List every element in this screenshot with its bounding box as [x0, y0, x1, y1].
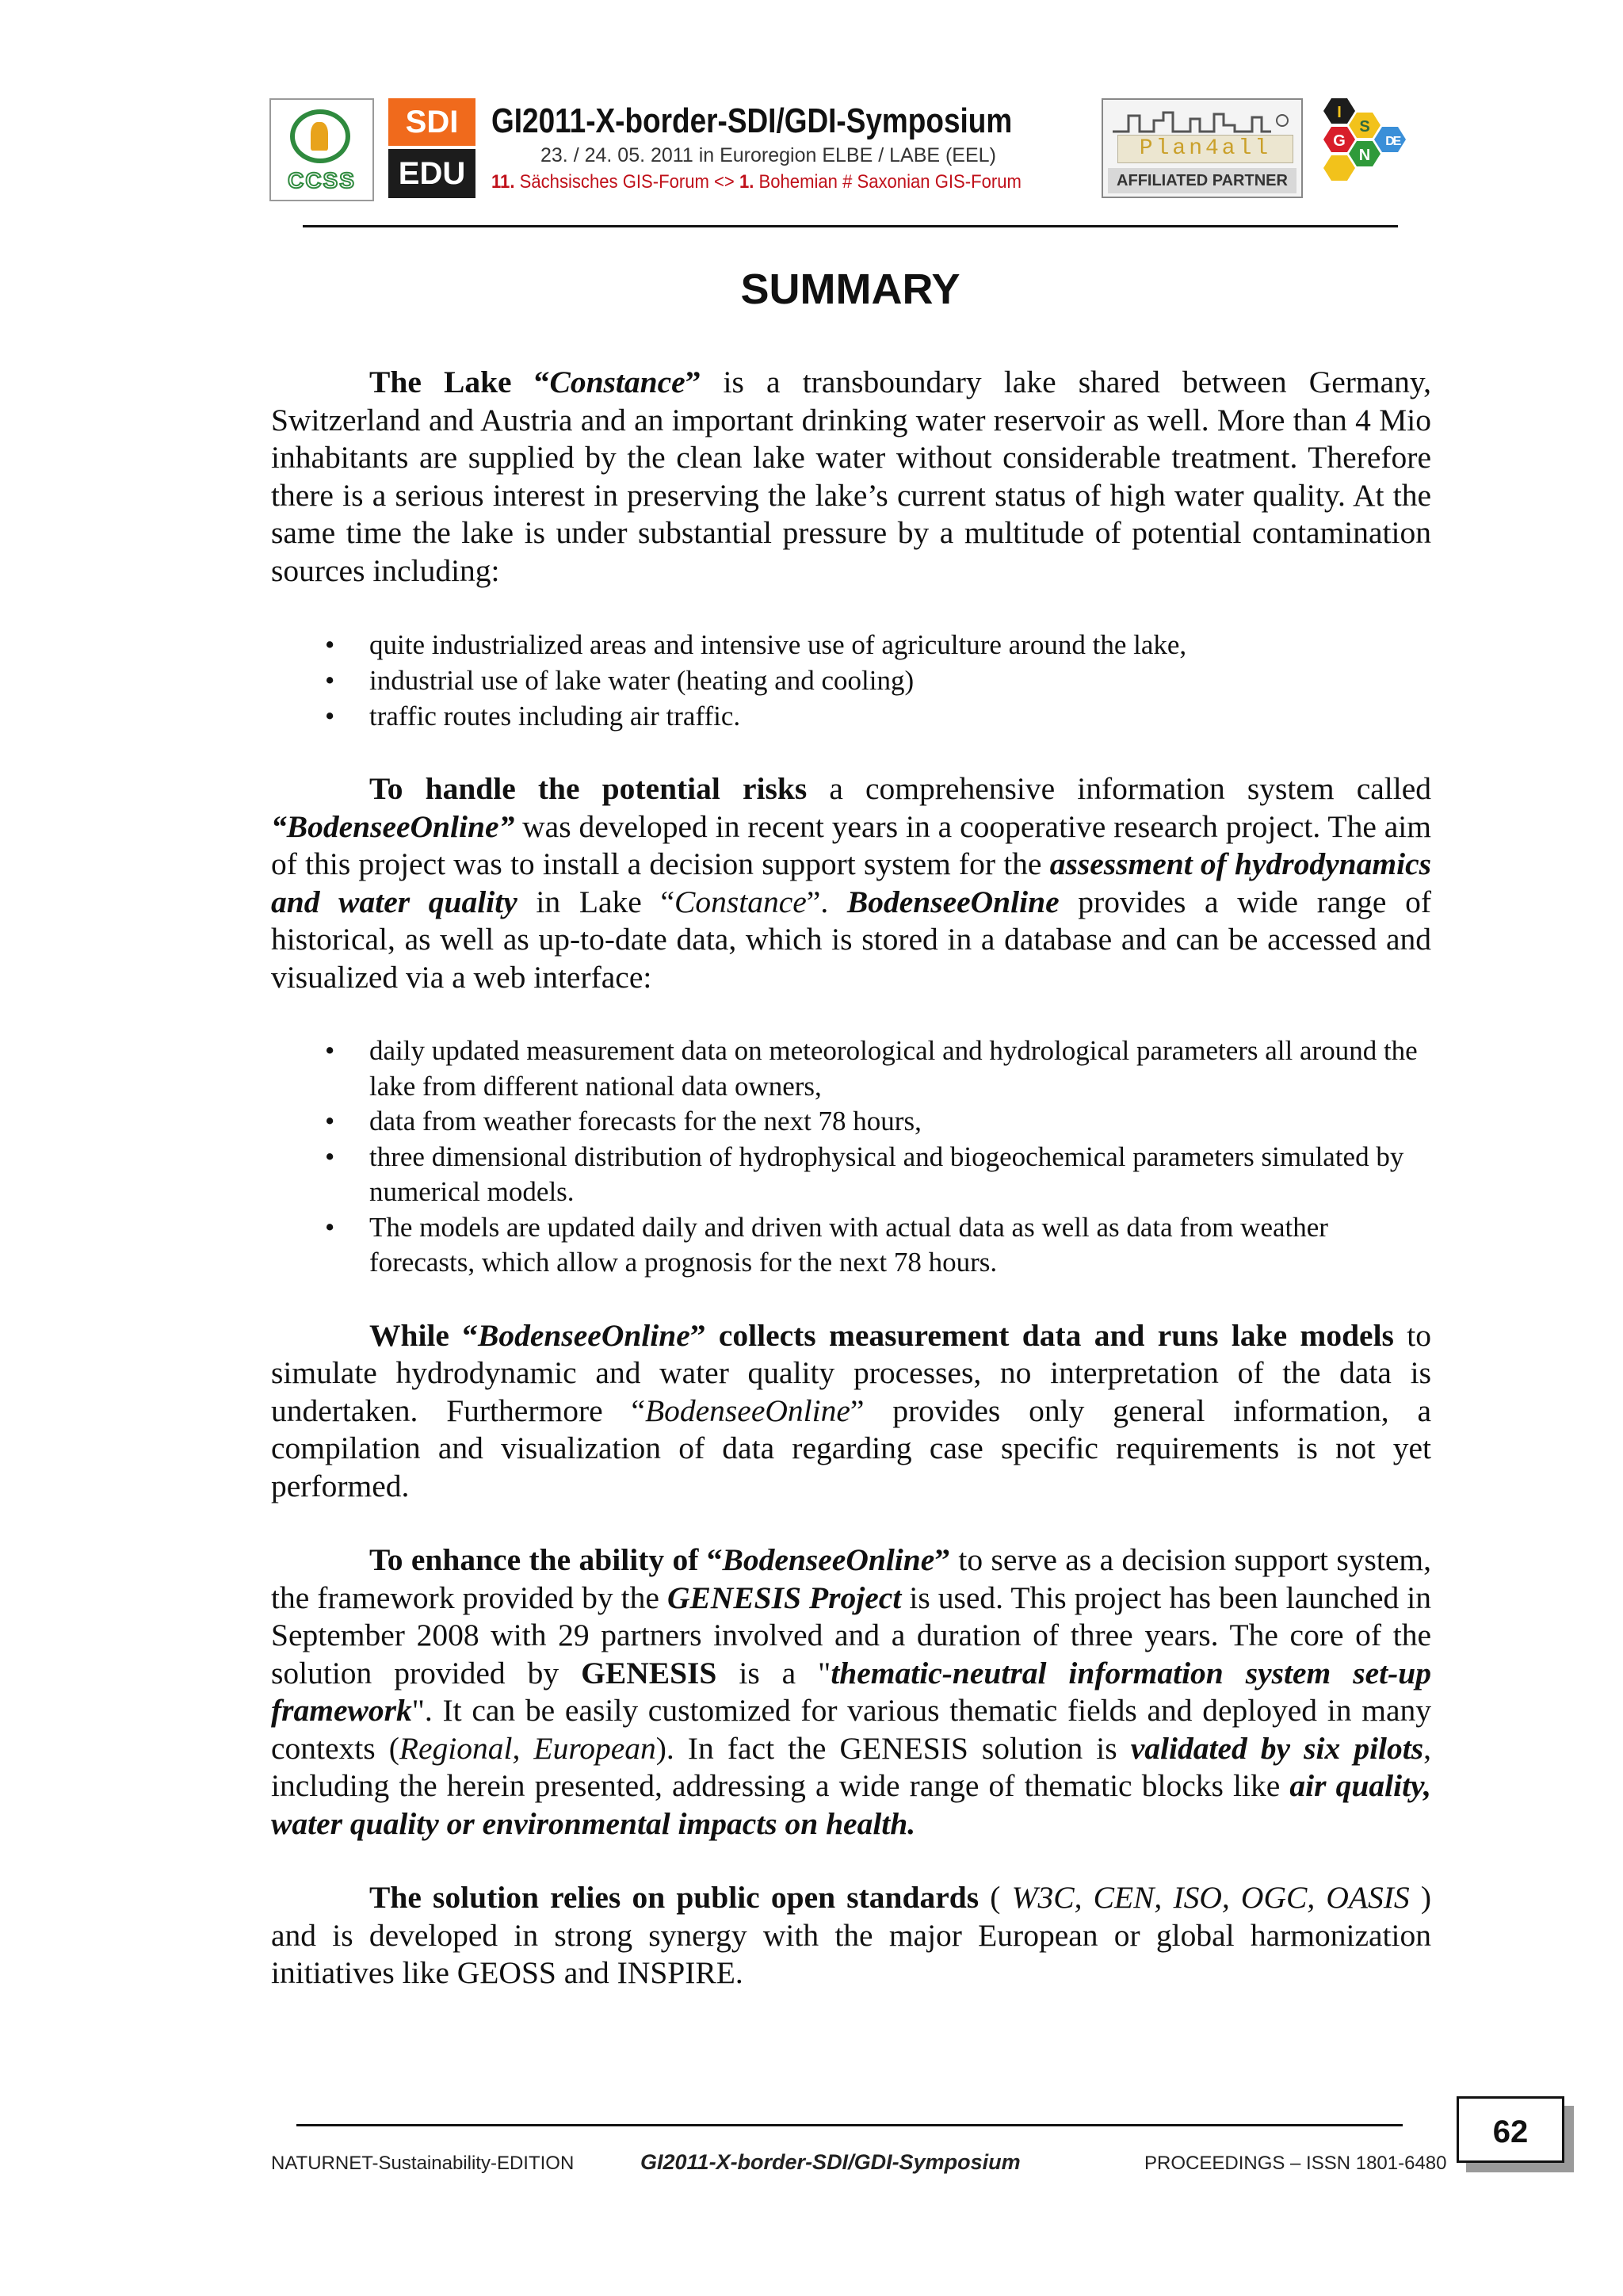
igsdn-letter: D [1385, 135, 1395, 148]
list-item: • traffic routes including air traffic. [271, 698, 1431, 734]
igsdn-logo [1312, 95, 1423, 201]
paragraph-potential-risks: To handle the potential risks a comprehensive information system called “BodenseeOnline” was developed in recent years in a cooperative research project. The aim of this project was to install a decision support system for the assessment of hydrodynamics and water quality in Lake “Constance”. BodenseeOnline provides a wide range of historical, as well as up-to-date data, which is stored in a database and can be accessed and visualized via a web interface: [271, 771, 1432, 995]
list-item: • industrial use of lake water (heating and cooling) [271, 663, 1431, 698]
list-item: • three dimensional distribution of hydrophysical and biogeochemical parameters simulated by numerical models. [271, 1140, 1431, 1210]
symposium-title: GI2011-X-border-SDI/GDI-Symposium [491, 101, 1013, 140]
header-divider [303, 225, 1398, 227]
igsdn-letter: N [1358, 147, 1371, 164]
skyline-icon [1113, 111, 1295, 135]
forum-text-1: Sächsisches GIS-Forum <> [519, 171, 739, 193]
globe-icon [290, 109, 350, 163]
plan4all-logo-text: Plan4all [1117, 135, 1293, 163]
lead-text: The solution relies on public open standards [369, 1880, 980, 1915]
forum-text-2: Bohemian # Saxonian GIS-Forum [758, 171, 1022, 193]
edu-logo-text: EDU [388, 149, 475, 198]
paragraph-lake-constance [271, 364, 1431, 590]
paragraph-text: is a transboundary lake shared between Germany, Switzerland and Austria and an important drinking water reservoir as well. More than 4 Mio inhabitants are supplied by the clean lake water without considerable treatment. Therefore there is a serious interest in preserving the lake’s current status of high water quality. At the same time the lake is under substantial pressure by a multitude of potential contamination sources including: [271, 365, 1431, 588]
list-item: • daily updated measurement data on meteorological and hydrological parameters all around the lake from different national data owners, [271, 1033, 1431, 1104]
paragraph-open-standards: The solution relies on public open standards ( W3C, CEN, ISO, OGC, OASIS ) and is developed in strong synergy with the major European or global harmonization initiatives like GEOSS and INSPIRE. [271, 1880, 1432, 1990]
page-number: 62 [1457, 2096, 1564, 2163]
paragraph-genesis: To enhance the ability of “BodenseeOnline” to serve as a decision support system, the framework provided by the GENESIS Project is used. This project has been launched in September 2008 with 29 partners involved and a duration of three years. The core of the solution provided by GENESIS is a "thematic-neutral information system set-up framework". It can be easily customized for various thematic fields and deployed in many contexts (Regional, European). In fact the GENESIS solution is validated by six pilots, including the herein presented, addressing a wide range of thematic blocks like air quality, water quality or environmental impacts on health. [271, 1542, 1432, 1841]
lead-text: While “BodenseeOnline” collects measurement data and runs lake models [369, 1317, 1394, 1353]
lead-text: To enhance the ability of “BodenseeOnline” [369, 1542, 951, 1577]
footer-issn: PROCEEDINGS – ISSN 1801-6480 [1144, 2153, 1447, 2174]
contamination-sources-list [271, 627, 1431, 734]
lead-text: To handle the potential risks [369, 771, 808, 806]
footer-divider [296, 2124, 1403, 2126]
footer-edition: NATURNET-Sustainability-EDITION [271, 2153, 575, 2174]
sdi-edu-logo [388, 98, 475, 198]
igsdn-letter: I [1337, 104, 1342, 121]
lead-text: The Lake “Constance” [369, 365, 701, 399]
page-header [269, 95, 1426, 202]
plan4all-logo [1102, 98, 1303, 198]
igsdn-letter: E [1392, 135, 1402, 148]
ccss-logo [269, 98, 374, 201]
list-item: • quite industrialized areas and intensive use of agriculture around the lake, [271, 627, 1431, 663]
page-title: SUMMARY [740, 266, 960, 313]
ccss-logo-text: CCSS [288, 168, 356, 193]
affiliated-partner-label: AFFILIATED PARTNER [1108, 168, 1296, 193]
footer-symposium: GI2011-X-border-SDI/GDI-Symposium [640, 2150, 1021, 2174]
bodenseeonline-data-list [271, 1033, 1431, 1281]
igsdn-letter: G [1333, 132, 1346, 150]
paragraph-bodenseeonline: While “BodenseeOnline” collects measurement data and runs lake models to simulate hydrodynamic and water quality processes, no interpretation of the data is undertaken. Furthermore “BodenseeOnline” provides only general information, a compilation and visualization of data regarding case specific requirements is not yet performed. [271, 1317, 1431, 1503]
forum-number-2: 1. [739, 171, 754, 193]
summary-body [271, 364, 1431, 1992]
list-item: • data from weather forecasts for the next 78 hours, [271, 1104, 1431, 1140]
list-item: • The models are updated daily and driven with actual data as well as data from weather forecasts, which allow a prognosis for the next 78 hours. [271, 1210, 1431, 1281]
forum-number-1: 11. [491, 171, 515, 193]
igsdn-letter: S [1359, 118, 1370, 136]
symposium-subtitle: 23. / 24. 05. 2011 in Euroregion ELBE / LABE (EEL) [540, 144, 996, 166]
sdi-logo-text: SDI [388, 98, 475, 146]
